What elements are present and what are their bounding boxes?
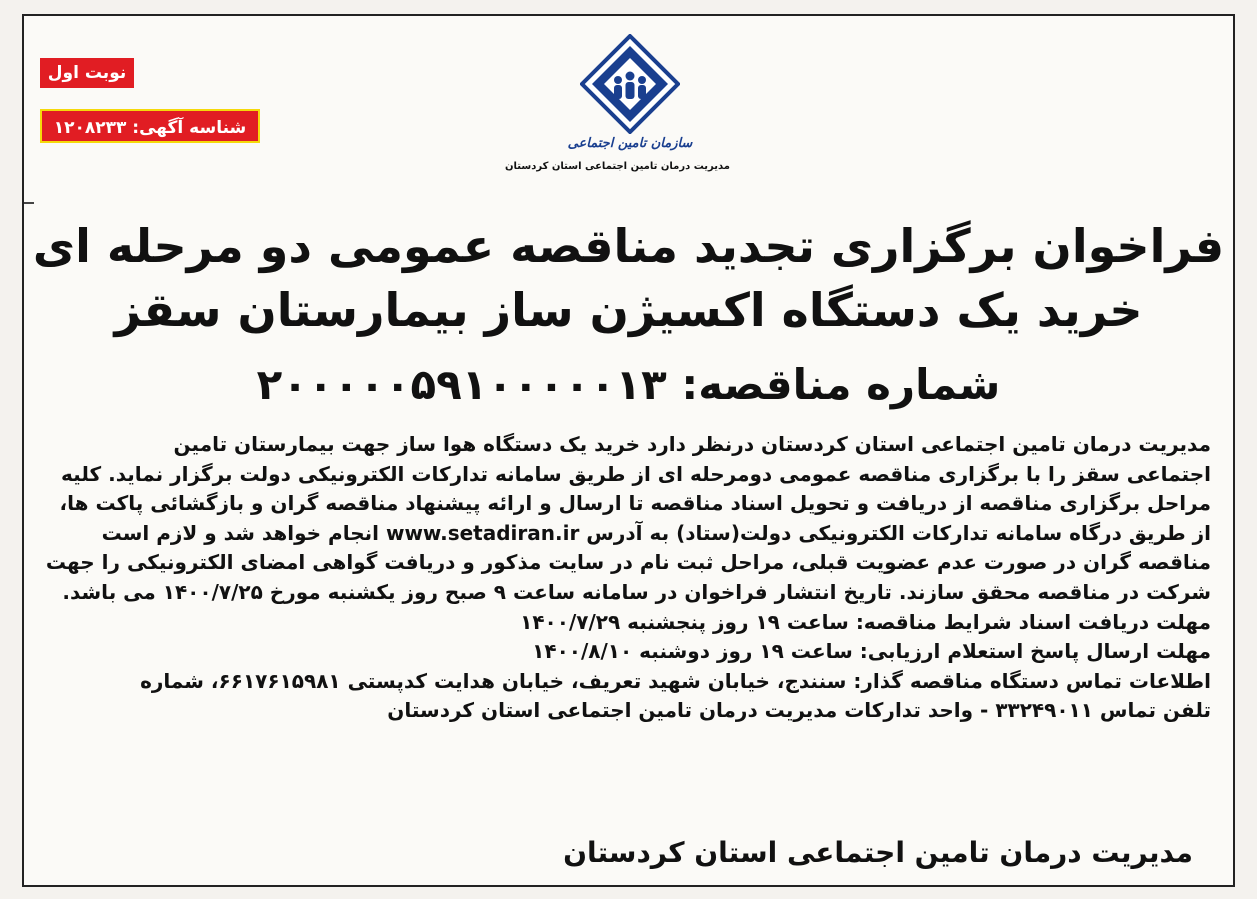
- organization-logo-block: [505, 34, 730, 172]
- notice-body: [44, 430, 1211, 726]
- organization-caption: مدیریت درمان تامین اجتماعی استان کردستان: [505, 161, 730, 172]
- tender-number: شماره مناقصه: ۲۰۰۰۰۰۵۹۱۰۰۰۰۰۱۳: [256, 360, 1001, 409]
- body-line: مراحل برگزاری مناقصه از دریافت و تحویل اسناد مناقصه تا ارسال و ارائه پیشنهاد مناقصه گران و بازگشائی پاکت ها،: [59, 491, 1211, 516]
- body-line: اجتماعی سقز را با برگزاری مناقصه عمومی دومرحله ای از طریق سامانه تدارکات الکترونیکی دولت برگزار نماید. کلیه: [61, 461, 1211, 486]
- round-badge: نوبت اول: [40, 58, 134, 88]
- body-line: شرکت در مناقصه محقق سازند. تاریخ انتشار فراخوان در سامانه ساعت ۹ صبح روز یکشنبه مورخ ۱۴۰۰/۷/۲۵ می باشد.: [62, 579, 1211, 604]
- notice-title-line1: فراخوان برگزاری تجدید مناقصه عمومی دو مرحله ای: [32, 219, 1225, 273]
- body-line: مناقصه گران در صورت عدم عضویت قبلی، مراحل ثبت نام در سایت مذکور و دریافت گواهی امضای الکترونیکی را جهت: [45, 550, 1211, 575]
- tender-notice: [22, 14, 1235, 887]
- scan-edge-mark: [24, 202, 34, 204]
- deadline-documents: مهلت دریافت اسناد شرایط مناقصه: ساعت ۱۹ روز پنجشنبه ۱۴۰۰/۷/۲۹: [520, 609, 1211, 634]
- footer-signature: مدیریت درمان تامین اجتماعی استان کردستان: [563, 836, 1193, 869]
- body-line: مدیریت درمان تامین اجتماعی استان کردستان درنظر دارد خرید یک دستگاه هوا ساز جهت بیمارستان تامین: [173, 432, 1211, 456]
- contact-address: اطلاعات تماس دستگاه مناقصه گذار: سنندج، خیابان شهید تعریف، خیابان هدایت کدپستی ۶۶۱۷۶۱۵۹۸۱، شماره: [140, 668, 1211, 693]
- social-security-logo-icon: [580, 34, 680, 134]
- ad-id-badge: شناسه آگهی: ۱۲۰۸۲۳۳: [40, 109, 260, 143]
- contact-phone: تلفن تماس ۳۳۲۴۹۰۱۱ - واحد تدارکات مدیریت درمان تامین اجتماعی استان کردستان: [387, 698, 1211, 723]
- notice-title-line2: خرید یک دستگاه اکسیژن ساز بیمارستان سقز: [114, 283, 1143, 337]
- organization-logo-script: سازمان تامین اجتماعی: [567, 136, 693, 151]
- body-line: از طریق درگاه سامانه تدارکات الکترونیکی دولت(ستاد) به آدرس www.setadiran.ir انجام خواهد شد و لازم است: [101, 520, 1211, 545]
- deadline-evaluation: مهلت ارسال پاسخ استعلام ارزیابی: ساعت ۱۹ روز دوشنبه ۱۴۰۰/۸/۱۰: [532, 639, 1211, 664]
